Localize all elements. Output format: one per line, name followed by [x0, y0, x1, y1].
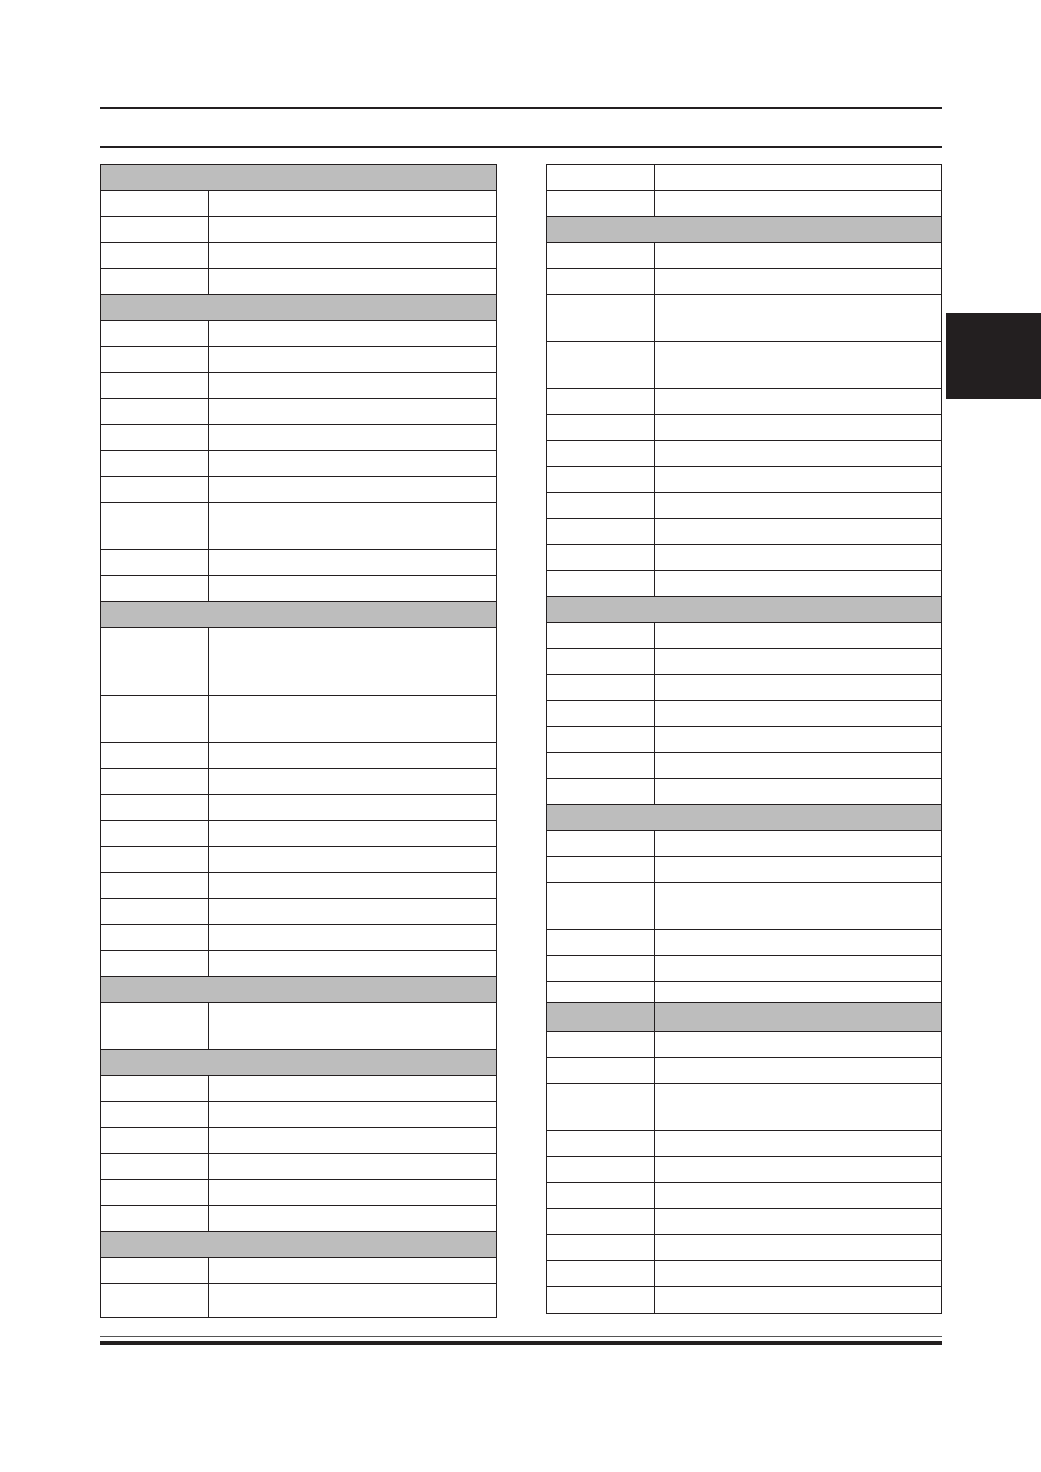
table-row: [101, 628, 496, 696]
table-value-cell: [655, 269, 941, 294]
table-value-cell: [655, 1287, 941, 1313]
table-row: [547, 295, 941, 342]
table-row: [547, 623, 941, 649]
table-value-cell: [655, 956, 941, 981]
table-value-cell: [655, 1183, 941, 1208]
table-key-cell: [547, 389, 655, 414]
table-key-cell: [101, 399, 209, 424]
table-row: [547, 982, 941, 1003]
table-value-cell: [655, 675, 941, 700]
table-row: [547, 857, 941, 883]
table-key-cell: [101, 951, 209, 976]
table-value-cell: [209, 1102, 496, 1127]
table-key-cell: [101, 821, 209, 846]
table-key-cell: [101, 1102, 209, 1127]
table-value-cell: [655, 493, 941, 518]
table-value-cell: [209, 1206, 496, 1231]
table-key-cell: [547, 1058, 655, 1083]
table-value-cell: [209, 899, 496, 924]
table-key-cell: [547, 1003, 655, 1031]
table-value-cell: [209, 1284, 496, 1317]
table-value-cell: [209, 217, 496, 242]
table-row: [101, 925, 496, 951]
table-value-cell: [655, 649, 941, 674]
table-value-cell: [209, 451, 496, 476]
table-row: [101, 1076, 496, 1102]
table-key-cell: [547, 269, 655, 294]
table-key-cell: [547, 342, 655, 388]
table-row: [101, 821, 496, 847]
table-row: [101, 1284, 496, 1317]
table-key-cell: [101, 899, 209, 924]
table-section-header: [101, 295, 496, 321]
table-row: [101, 873, 496, 899]
table-key-cell: [547, 1157, 655, 1182]
table-value-cell: [655, 467, 941, 492]
table-row: [101, 951, 496, 977]
footer-rule-thin: [100, 1336, 942, 1337]
table-section-header: [547, 597, 941, 623]
table-key-cell: [547, 295, 655, 341]
table-key-cell: [101, 873, 209, 898]
table-value-cell: [655, 519, 941, 544]
table-key-cell: [101, 1258, 209, 1283]
table-value-cell: [209, 1076, 496, 1101]
table-row: [547, 1084, 941, 1131]
table-key-cell: [101, 503, 209, 549]
table-value-cell: [655, 1235, 941, 1260]
table-value-cell: [209, 696, 496, 742]
table-key-cell: [101, 696, 209, 742]
table-value-cell: [655, 389, 941, 414]
table-row: [547, 467, 941, 493]
table-value-cell: [209, 821, 496, 846]
table-key-cell: [101, 1206, 209, 1231]
table-key-cell: [547, 165, 655, 190]
table-row: [547, 342, 941, 389]
table-row: [101, 1206, 496, 1232]
table-key-cell: [547, 982, 655, 1002]
table-value-cell: [209, 399, 496, 424]
table-key-cell: [101, 243, 209, 268]
table-row: [547, 269, 941, 295]
table-value-cell: [209, 243, 496, 268]
section-thumb-tab: [946, 313, 1041, 399]
table-key-cell: [547, 727, 655, 752]
table-row: [101, 503, 496, 550]
table-value-cell: [655, 982, 941, 1002]
table-value-cell: [655, 1157, 941, 1182]
table-key-cell: [547, 930, 655, 955]
table-key-cell: [547, 1183, 655, 1208]
table-row: [547, 571, 941, 597]
table-key-cell: [547, 571, 655, 596]
table-row: [547, 883, 941, 930]
table-key-cell: [547, 701, 655, 726]
table-key-cell: [101, 269, 209, 294]
table-key-cell: [101, 191, 209, 216]
table-row: [101, 191, 496, 217]
table-key-cell: [101, 925, 209, 950]
table-value-cell: [209, 743, 496, 768]
table-value-cell: [209, 1258, 496, 1283]
table-row: [547, 1032, 941, 1058]
table-row: [547, 519, 941, 545]
table-key-cell: [101, 1076, 209, 1101]
table-value-cell: [209, 1003, 496, 1049]
table-section-header: [101, 1232, 496, 1258]
table-row: [547, 441, 941, 467]
table-row: [547, 1183, 941, 1209]
table-value-cell: [655, 1131, 941, 1156]
table-row: [547, 727, 941, 753]
table-row: [101, 373, 496, 399]
table-row: [547, 191, 941, 217]
header-rule-top: [100, 107, 942, 109]
table-key-cell: [101, 550, 209, 575]
table-value-cell: [209, 1180, 496, 1205]
table-row: [547, 701, 941, 727]
table-value-cell: [209, 1128, 496, 1153]
table-key-cell: [547, 956, 655, 981]
table-value-cell: [209, 373, 496, 398]
table-value-cell: [655, 243, 941, 268]
table-value-cell: [655, 342, 941, 388]
table-key-cell: [547, 831, 655, 856]
table-value-cell: [209, 321, 496, 346]
table-section-header: [547, 1003, 941, 1032]
table-value-cell: [655, 831, 941, 856]
table-key-cell: [101, 1180, 209, 1205]
table-key-cell: [101, 1128, 209, 1153]
table-row: [547, 1131, 941, 1157]
table-key-cell: [547, 857, 655, 882]
table-key-cell: [547, 545, 655, 570]
table-row: [101, 769, 496, 795]
table-key-cell: [101, 321, 209, 346]
table-value-cell: [655, 883, 941, 929]
table-value-cell: [655, 930, 941, 955]
table-value-cell: [655, 1058, 941, 1083]
table-section-header: [101, 602, 496, 628]
table-row: [547, 753, 941, 779]
table-value-cell: [655, 1261, 941, 1286]
table-key-cell: [547, 1209, 655, 1234]
table-value-cell: [655, 1003, 941, 1031]
table-row: [547, 649, 941, 675]
table-key-cell: [547, 1287, 655, 1313]
table-row: [547, 493, 941, 519]
table-key-cell: [101, 217, 209, 242]
table-value-cell: [655, 623, 941, 648]
table-row: [547, 1157, 941, 1183]
table-row: [101, 243, 496, 269]
table-row: [101, 743, 496, 769]
table-row: [101, 1128, 496, 1154]
table-row: [547, 1261, 941, 1287]
table-key-cell: [547, 243, 655, 268]
table-row: [547, 415, 941, 441]
table-row: [101, 321, 496, 347]
table-row: [547, 675, 941, 701]
right-spec-table: [546, 164, 942, 1314]
table-row: [101, 550, 496, 576]
table-key-cell: [101, 628, 209, 695]
table-row: [547, 1058, 941, 1084]
table-key-cell: [547, 883, 655, 929]
table-value-cell: [209, 269, 496, 294]
table-key-cell: [101, 1284, 209, 1317]
table-row: [101, 1180, 496, 1206]
table-value-cell: [655, 1084, 941, 1130]
table-row: [101, 425, 496, 451]
table-key-cell: [101, 373, 209, 398]
table-value-cell: [209, 477, 496, 502]
table-value-cell: [655, 295, 941, 341]
table-row: [101, 1003, 496, 1050]
table-row: [547, 956, 941, 982]
table-row: [547, 1287, 941, 1313]
table-row: [101, 269, 496, 295]
table-key-cell: [547, 753, 655, 778]
table-key-cell: [547, 1235, 655, 1260]
table-key-cell: [101, 847, 209, 872]
table-key-cell: [101, 347, 209, 372]
table-key-cell: [101, 795, 209, 820]
table-value-cell: [655, 857, 941, 882]
table-row: [547, 1209, 941, 1235]
table-key-cell: [547, 779, 655, 804]
table-value-cell: [209, 191, 496, 216]
table-value-cell: [655, 571, 941, 596]
table-key-cell: [101, 576, 209, 601]
table-row: [101, 399, 496, 425]
table-key-cell: [547, 1032, 655, 1057]
table-row: [101, 347, 496, 373]
table-row: [101, 1258, 496, 1284]
table-key-cell: [101, 1003, 209, 1049]
table-key-cell: [547, 493, 655, 518]
table-key-cell: [547, 1261, 655, 1286]
table-value-cell: [209, 503, 496, 549]
table-value-cell: [209, 951, 496, 976]
table-row: [547, 545, 941, 571]
table-key-cell: [547, 415, 655, 440]
table-value-cell: [209, 576, 496, 601]
table-section-header: [547, 217, 941, 243]
table-key-cell: [547, 441, 655, 466]
table-key-cell: [547, 649, 655, 674]
table-value-cell: [655, 545, 941, 570]
table-row: [101, 1154, 496, 1180]
table-value-cell: [209, 795, 496, 820]
table-row: [101, 795, 496, 821]
table-value-cell: [209, 847, 496, 872]
table-row: [547, 779, 941, 805]
table-value-cell: [655, 727, 941, 752]
table-row: [101, 217, 496, 243]
table-row: [101, 847, 496, 873]
table-value-cell: [655, 753, 941, 778]
table-value-cell: [209, 873, 496, 898]
table-key-cell: [547, 623, 655, 648]
table-value-cell: [655, 779, 941, 804]
table-key-cell: [547, 191, 655, 216]
table-row: [547, 930, 941, 956]
table-key-cell: [547, 1084, 655, 1130]
table-value-cell: [209, 769, 496, 794]
table-key-cell: [101, 425, 209, 450]
table-row: [101, 899, 496, 925]
table-row: [101, 477, 496, 503]
table-value-cell: [209, 425, 496, 450]
table-key-cell: [547, 1131, 655, 1156]
table-section-header: [101, 165, 496, 191]
table-key-cell: [101, 477, 209, 502]
table-row: [101, 451, 496, 477]
table-row: [547, 243, 941, 269]
table-key-cell: [547, 467, 655, 492]
header-rule-bottom: [100, 146, 942, 148]
table-section-header: [101, 1050, 496, 1076]
table-value-cell: [209, 550, 496, 575]
table-row: [547, 831, 941, 857]
table-value-cell: [209, 1154, 496, 1179]
table-value-cell: [655, 441, 941, 466]
table-key-cell: [101, 769, 209, 794]
table-value-cell: [655, 165, 941, 190]
table-value-cell: [209, 347, 496, 372]
table-value-cell: [209, 628, 496, 695]
table-value-cell: [655, 191, 941, 216]
table-row: [547, 165, 941, 191]
table-value-cell: [655, 415, 941, 440]
table-key-cell: [101, 451, 209, 476]
table-key-cell: [101, 1154, 209, 1179]
table-row: [101, 696, 496, 743]
table-value-cell: [655, 1032, 941, 1057]
table-value-cell: [209, 925, 496, 950]
table-row: [101, 1102, 496, 1128]
table-row: [547, 389, 941, 415]
table-row: [547, 1235, 941, 1261]
table-row: [101, 576, 496, 602]
left-spec-table: [100, 164, 497, 1318]
footer-rule-thick: [100, 1341, 942, 1345]
table-key-cell: [101, 743, 209, 768]
table-section-header: [547, 805, 941, 831]
table-value-cell: [655, 701, 941, 726]
table-section-header: [101, 977, 496, 1003]
table-value-cell: [655, 1209, 941, 1234]
table-key-cell: [547, 675, 655, 700]
table-key-cell: [547, 519, 655, 544]
